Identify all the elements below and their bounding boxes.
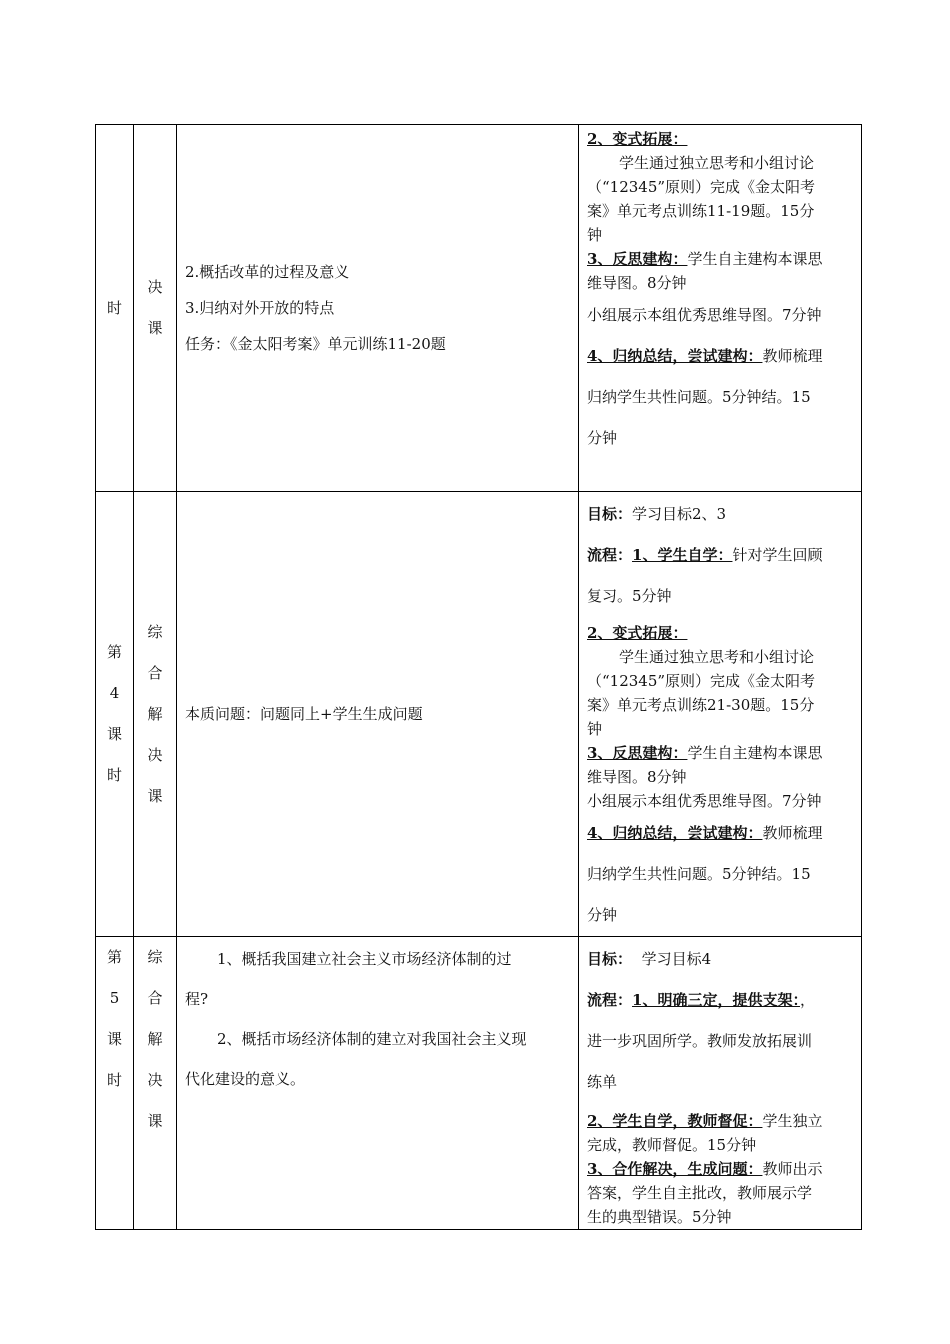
process-cell: 目标： 学习目标4 流程：1、明确三定，提供支架：， 进一步巩固所学。教师发放拓展训 练单 2、学生自学，教师督促：学生独立 完成，教师督促。15分钟 3、合作解决，生成问题：教师出示 答案，学生自主批改，教师展示学 生的典型错误。5分钟 <box>579 937 862 1230</box>
process-cell: 目标：学习目标2、3 流程：1、学生自学：针对学生回顾 复习。5分钟 2、变式拓展： 学生通过独立思考和小组讨论 （“12345”原则）完成《金太阳考 案》单元考点训练21-30题。15分 钟 3、反思建构：学生自主建构本课思 维导图。8分钟 小组展示本组优秀思维导图。7分钟 4、归纳总结，尝试建构：教师梳理 归纳学生共性问题。5分钟结。15 分钟 <box>579 492 862 937</box>
period-cell: 第 5 课 时 <box>96 937 134 1230</box>
table-row <box>96 492 862 937</box>
table-row <box>96 937 862 1230</box>
period-cell: 时 <box>96 125 134 492</box>
lesson-plan-table <box>95 124 862 1230</box>
period-cell: 第 4 课 时 <box>96 492 134 937</box>
process-cell: 2、变式拓展： 学生通过独立思考和小组讨论 （“12345”原则）完成《金太阳考 案》单元考点训练11-19题。15分 钟 3、反思建构：学生自主建构本课思 维导图。8分钟 小组展示本组优秀思维导图。7分钟 4、归纳总结，尝试建构：教师梳理 归纳学生共性问题。5分钟结。15 分钟 <box>579 125 862 492</box>
lesson-type-cell: 综 合 解 决 课 <box>134 492 177 937</box>
question-cell: 本质问题：问题同上+学生生成问题 <box>177 492 579 937</box>
lesson-type-cell: 决 课 <box>134 125 177 492</box>
question-cell: 1、概括我国建立社会主义市场经济体制的过 程? 2、概括市场经济体制的建立对我国社会主义现 代化建设的意义。 <box>177 937 579 1230</box>
lesson-type-cell: 综 合 解 决 课 <box>134 937 177 1230</box>
question-cell: 2.概括改革的过程及意义 3.归纳对外开放的特点 任务：《金太阳考案》单元训练11-20题 <box>177 125 579 492</box>
table-row <box>96 125 862 492</box>
